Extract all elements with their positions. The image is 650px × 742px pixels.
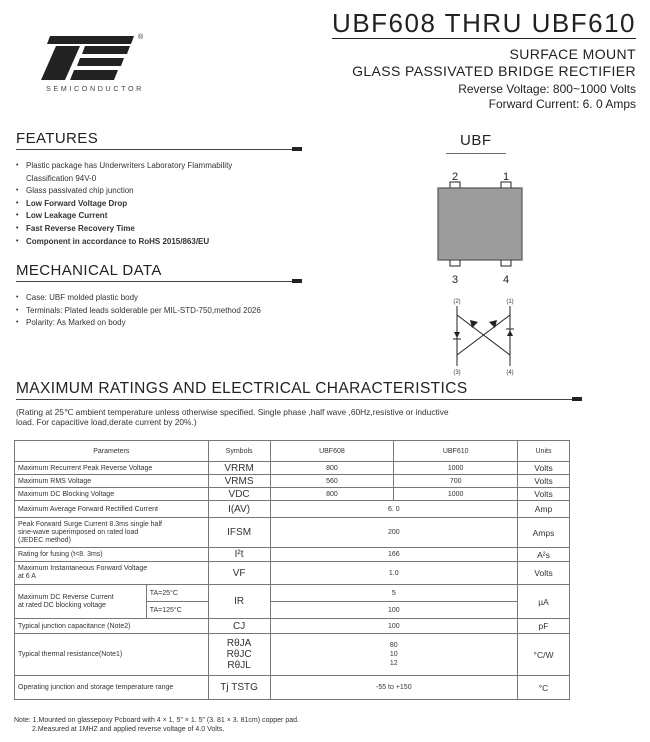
pin-label-2: 2 xyxy=(451,171,459,183)
pin-label-1: 1 xyxy=(502,171,510,183)
col-symbols: Symbols xyxy=(208,441,270,462)
svg-text:(3): (3) xyxy=(453,370,461,376)
table-row: Maximum Average Forward Rectified Current I(AV) 6. 0 Amp xyxy=(15,501,570,518)
table-row: Typical thermal resistance(Note1) RθJA RθJC RθJL 80 10 12 °C/W xyxy=(15,634,570,676)
subtitle-line2: GLASS PASSIVATED BRIDGE RECTIFIER xyxy=(352,63,636,79)
table-row: Maximum Recurrent Peak Reverse Voltage VRRM 800 1000 Volts xyxy=(15,462,570,475)
spec-reverse-voltage: Reverse Voltage: 800~1000 Volts xyxy=(458,82,636,96)
footnote-1: Note: 1.Mounted on glassepoxy Pcboard with 4 × 1. 5" × 1. 5" (3. 81 × 3. 81cm) copper pad. xyxy=(14,717,299,724)
table-row: Operating junction and storage temperature range Tj TSTG -55 to +150 °C xyxy=(15,676,570,700)
table-row: Peak Forward Surge Current 8.3ms single half sine-wave superimposed on rated load (JEDEC method) IFSM 200 Amps xyxy=(15,518,570,548)
spec-forward-current: Forward Current: 6. 0 Amps xyxy=(488,97,636,111)
mechanical-item: • Case: UBF molded plastic body xyxy=(16,292,261,305)
company-logo xyxy=(30,36,160,98)
footnote-2: 2.Measured at 1MHZ and applied reverse voltage of 4.0 Volts. xyxy=(32,725,225,733)
bridge-schematic xyxy=(453,299,514,376)
table-row: Maximum DC Blocking Voltage VDC 800 1000 Volts xyxy=(15,488,570,501)
footnotes xyxy=(14,717,299,734)
mechanical-item: • Polarity: As Marked on body xyxy=(16,317,261,330)
package-body xyxy=(438,188,522,260)
features-underline xyxy=(16,149,302,150)
mechanical-heading: MECHANICAL DATA xyxy=(16,262,162,279)
svg-text:(1): (1) xyxy=(506,299,514,305)
svg-text:(4): (4) xyxy=(506,370,514,376)
feature-item: • Fast Reverse Recovery Time xyxy=(16,223,232,236)
col-ubf610: UBF610 xyxy=(394,441,518,462)
feature-item: • Glass passivated chip junction xyxy=(16,185,232,198)
package-drawing xyxy=(420,160,540,380)
table-row: Typical junction capacitance (Note2) CJ 100 pF xyxy=(15,619,570,634)
table-row: Maximum Instantaneous Forward Voltage at 6 A VF 1.0 Volts xyxy=(15,562,570,585)
mechanical-item: • Terminals: Plated leads solderable per MIL-STD-750,method 2026 xyxy=(16,305,261,318)
col-ubf608: UBF608 xyxy=(270,441,394,462)
features-list xyxy=(16,160,232,248)
registered-mark: ® xyxy=(138,34,144,41)
feature-item: • Low Forward Voltage Drop xyxy=(16,198,232,211)
feature-item: • Plastic package has Underwriters Laboratory Flammability Classification 94V-0 xyxy=(16,160,232,185)
package-label: UBF xyxy=(460,132,492,149)
page-title: UBF608 THRU UBF610 xyxy=(332,8,636,38)
subtitle-line1: SURFACE MOUNT xyxy=(509,46,636,62)
package-underline xyxy=(446,153,506,154)
ratings-table xyxy=(14,440,570,700)
brand-name: SEMICONDUCTOR xyxy=(46,84,144,93)
mechanical-list xyxy=(16,292,261,330)
svg-text:(2): (2) xyxy=(453,299,461,305)
pin-label-3: 3 xyxy=(451,274,459,286)
mechanical-underline xyxy=(16,281,302,282)
col-parameters: Parameters xyxy=(15,441,209,462)
table-header-row xyxy=(15,441,570,462)
feature-item: • Low Leakage Current xyxy=(16,210,232,223)
feature-item: • Component in accordance to RoHS 2015/863/EU xyxy=(16,236,232,249)
ratings-underline xyxy=(16,399,582,400)
features-heading: FEATURES xyxy=(16,130,99,147)
rating-conditions-note: (Rating at 25℃ ambient temperature unless otherwise specified. Single phase ,half wave ,60Hz,resistive or inductive load. For capacitive load,derate current by 20%.) xyxy=(16,407,449,427)
ratings-heading: MAXIMUM RATINGS AND ELECTRICAL CHARACTERISTICS xyxy=(16,380,468,397)
pin-label-4: 4 xyxy=(502,274,510,286)
table-row: TA=125°C 100 xyxy=(15,602,570,619)
table-row: Maximum RMS Voltage VRMS 560 700 Volts xyxy=(15,475,570,488)
col-units: Units xyxy=(518,441,570,462)
table-row: Rating for fusing (t<8. 3ms) I²t 166 A²s xyxy=(15,548,570,562)
logo-mark-icon xyxy=(30,36,134,80)
table-row: Maximum DC Reverse Current at rated DC blocking voltage TA=25°C IR 5 µA xyxy=(15,585,570,602)
